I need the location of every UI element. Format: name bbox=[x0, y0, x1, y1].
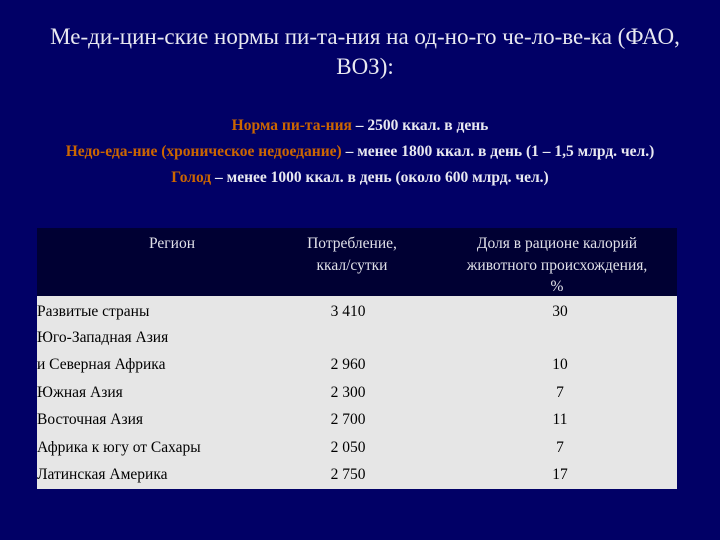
cell-share: 30 bbox=[552, 303, 568, 320]
cell-region-line-1: Юго-Западная Азия bbox=[37, 329, 169, 346]
cell-share: 7 bbox=[556, 439, 564, 456]
header-consumption-line-2: ккал/сутки bbox=[316, 257, 388, 274]
header-share-line-2: животного происхождения, bbox=[466, 257, 648, 274]
cell-region: Латинская Америка bbox=[37, 466, 168, 483]
cell-share: 17 bbox=[552, 466, 568, 483]
slide-title bbox=[30, 22, 700, 82]
slide-title-line-2: ВОЗ): bbox=[336, 54, 394, 79]
cell-region: и Северная Африка bbox=[37, 356, 166, 373]
norm-line-hunger bbox=[0, 165, 720, 191]
cell-consumption: 2 750 bbox=[330, 466, 366, 483]
norm-text: – менее 1000 ккал. в день (около 600 млрд. чел.) bbox=[211, 169, 549, 186]
header-region: Регион bbox=[149, 235, 195, 252]
norm-term: Недо-еда-ние (хроническое недоедание) bbox=[65, 143, 342, 160]
norm-line-nutrition bbox=[0, 113, 720, 139]
cell-region: Южная Азия bbox=[37, 384, 123, 401]
cell-consumption: 2 960 bbox=[330, 356, 366, 373]
cell-region: Африка к югу от Сахары bbox=[37, 439, 201, 456]
cell-consumption: 2 300 bbox=[330, 384, 366, 401]
slide-title-line-1: Ме-ди-цин-ские нормы пи-та-ния на од-но-го че-ло-ве-ка (ФАО, bbox=[50, 24, 680, 49]
header-consumption-line-1: Потребление, bbox=[307, 235, 397, 252]
table-header bbox=[37, 228, 677, 296]
cell-consumption: 2 700 bbox=[330, 411, 366, 428]
header-share-line-1: Доля в рационе калорий bbox=[476, 235, 638, 252]
data-table bbox=[37, 296, 677, 489]
norm-text: – 2500 ккал. в день bbox=[351, 117, 489, 134]
cell-region: Восточная Азия bbox=[37, 411, 143, 428]
header-share-line-3: % bbox=[550, 278, 564, 295]
cell-share: 11 bbox=[552, 411, 568, 428]
cell-share: 10 bbox=[552, 356, 568, 373]
cell-region: Развитые страны bbox=[37, 303, 150, 320]
nutrition-norms bbox=[0, 113, 720, 191]
cell-consumption: 2 050 bbox=[330, 439, 366, 456]
cell-consumption: 3 410 bbox=[330, 303, 366, 320]
norm-term: Норма пи-та-ния bbox=[231, 117, 352, 134]
cell-share: 7 bbox=[556, 384, 564, 401]
norm-line-undernutrition bbox=[0, 139, 720, 165]
norm-term: Голод bbox=[171, 169, 212, 186]
norm-text: – менее 1800 ккал. в день (1 – 1,5 млрд. чел.) bbox=[341, 143, 655, 160]
